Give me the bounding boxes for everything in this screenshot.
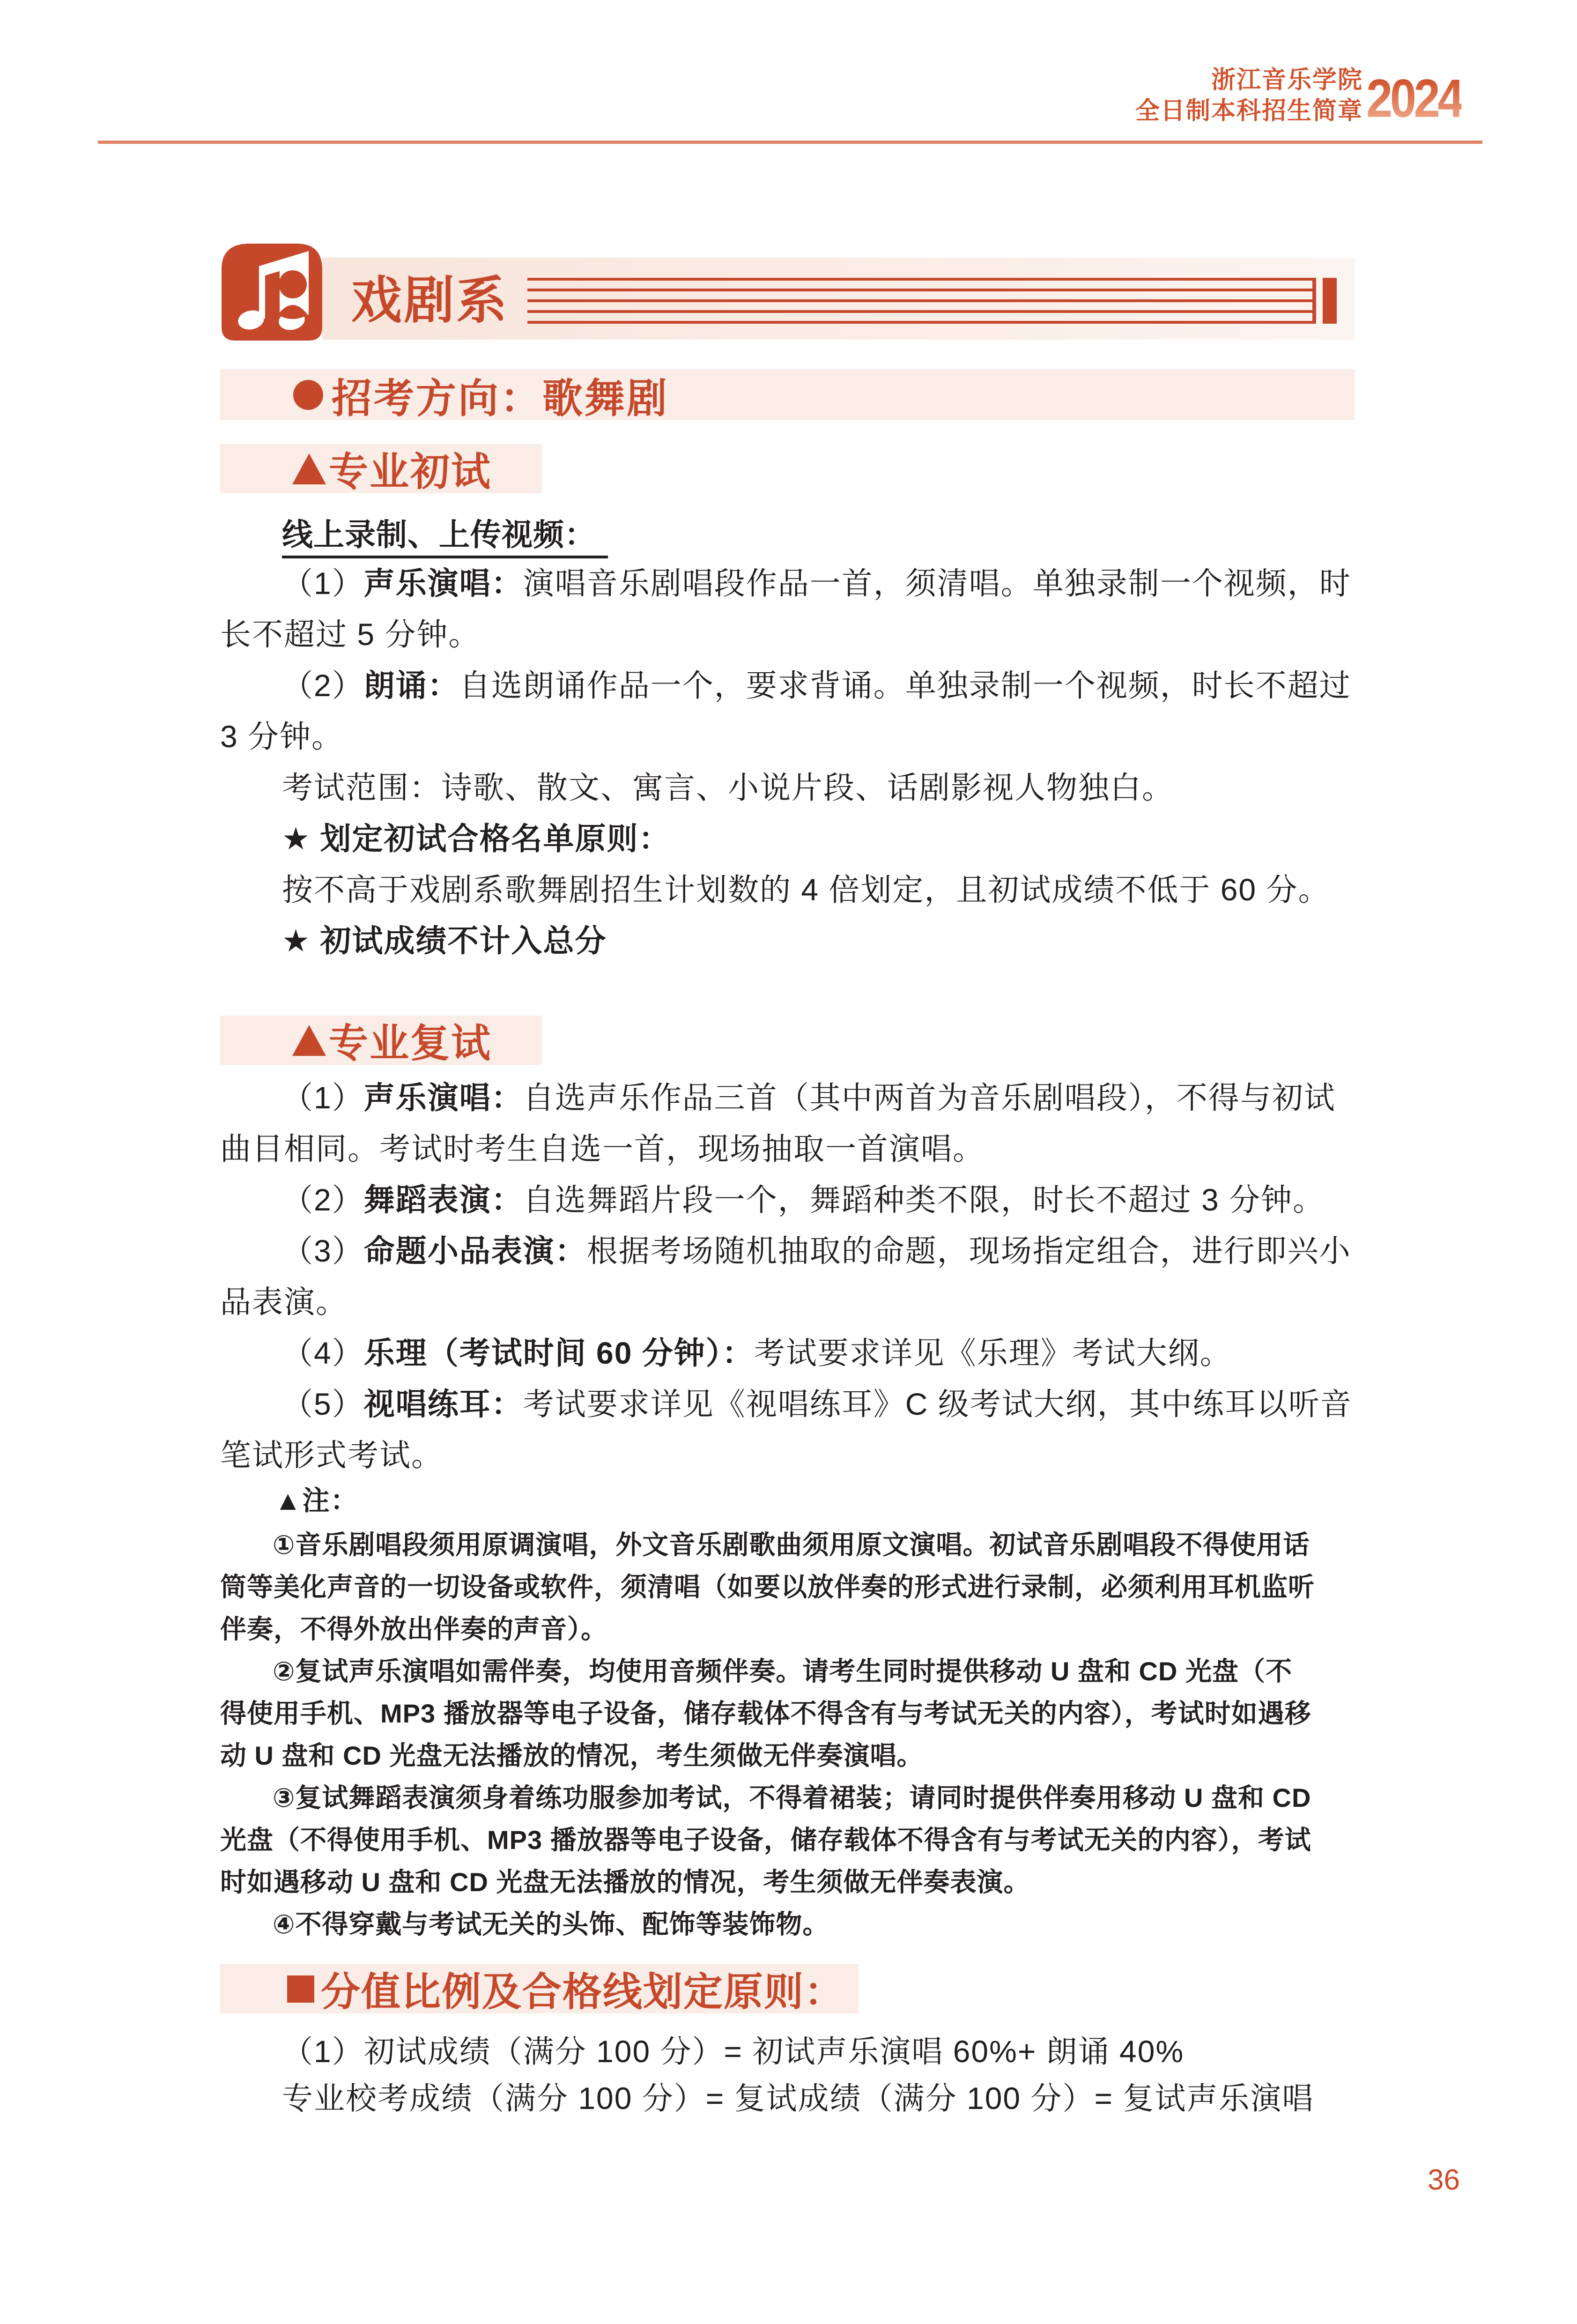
page-number: 36 — [1428, 2164, 1460, 2196]
score-heading-bar — [220, 1964, 859, 2013]
note-line: ②复试声乐演唱如需伴奏，均使用音频伴奏。请考生同时提供移动 U 盘和 CD 光盘（不 — [273, 1656, 1292, 1686]
note-line: 动 U 盘和 CD 光盘无法播放的情况，考生须做无伴奏演唱。 — [220, 1741, 924, 1770]
circle-bullet-icon — [293, 380, 323, 410]
music-staff-decoration — [527, 275, 1342, 324]
score-body — [220, 2028, 1391, 2122]
text-line: （2）朗诵：自选朗诵作品一个，要求背诵。单独录制一个视频，时长不超过 — [282, 668, 1351, 703]
brochure-title: 全日制本科招生简章 — [1135, 97, 1363, 125]
text-line: ★ 划定初试合格名单原则： — [282, 821, 671, 856]
section-label: 专业复试 — [329, 1021, 492, 1065]
notes-body — [220, 1524, 1391, 1945]
direction-heading-bar — [220, 369, 1355, 420]
score-line: 专业校考成绩（满分 100 分）= 复试成绩（满分 100 分）= 复试声乐演唱 — [282, 2081, 1314, 2116]
school-name: 浙江音乐学院 — [1211, 67, 1363, 94]
text-line: （3）命题小品表演：根据考场随机抽取的命题，现场指定组合，进行即兴小 — [282, 1233, 1351, 1268]
text-line: 笔试形式考试。 — [220, 1438, 443, 1472]
note-line: 得使用手机、MP3 播放器等电子设备，储存载体不得含有与考试无关的内容），考试时如遇移 — [220, 1699, 1311, 1728]
score-heading-label: 分值比例及合格线划定原则： — [321, 1970, 845, 2014]
text-line: （5）视唱练耳：考试要求详见《视唱练耳》C 级考试大纲，其中练耳以听音 — [282, 1387, 1352, 1421]
square-bullet-icon — [287, 1975, 314, 2003]
text-line: 考试范围：诗歌、散文、寓言、小说片段、话剧影视人物独白。 — [282, 770, 1174, 805]
note-line: ④不得穿戴与考试无关的头饰、配饰等装饰物。 — [273, 1909, 829, 1939]
music-note-person-icon — [222, 244, 322, 343]
note-line: 筒等美化声音的一切设备或软件，须清唱（如要以放伴奏的形式进行录制，必须利用耳机监听 — [220, 1572, 1315, 1602]
score-line: （1）初试成绩（满分 100 分）= 初试声乐演唱 60%+ 朗诵 40% — [282, 2034, 1185, 2069]
text-line: 3 分钟。 — [220, 719, 344, 754]
chushi-body — [220, 558, 1391, 966]
upload-instruction-heading: 线上录制、上传视频： — [220, 510, 608, 554]
text-line: （2）舞蹈表演：自选舞蹈片段一个，舞蹈种类不限，时长不超过 3 分钟。 — [282, 1182, 1325, 1217]
text-line: （1）声乐演唱：演唱音乐剧唱段作品一首，须清唱。单独录制一个视频，时 — [282, 566, 1351, 601]
notes-heading: ▲注： — [274, 1485, 359, 1516]
text-line: 品表演。 — [220, 1285, 348, 1319]
text-line: ★ 初试成绩不计入总分 — [282, 923, 607, 958]
section-label: 专业初试 — [329, 450, 492, 494]
text-line: 曲目相同。考试时考生自选一首，现场抽取一首演唱。 — [220, 1131, 985, 1166]
text-line: 按不高于戏剧系歌舞剧招生计划数的 4 倍划定，且初试成绩不低于 60 分。 — [282, 872, 1330, 907]
note-line: ①音乐剧唱段须用原调演唱，外文音乐剧歌曲须用原文演唱。初试音乐剧唱段不得使用话 — [273, 1530, 1310, 1559]
text-line: （1）声乐演唱：自选声乐作品三首（其中两首为音乐剧唱段），不得与初试 — [282, 1080, 1336, 1115]
note-line: ③复试舞蹈表演须身着练功服参加考试，不得着裙装；请同时提供伴奏用移动 U 盘和 CD — [273, 1783, 1311, 1812]
department-title: 戏剧系 — [351, 271, 509, 328]
year-badge: 2024 — [1366, 68, 1462, 129]
triangle-bullet-icon — [292, 453, 326, 484]
note-line: 时如遇移动 U 盘和 CD 光盘无法播放的情况，考生须做无伴奏表演。 — [220, 1867, 1030, 1897]
triangle-bullet-icon — [292, 1025, 326, 1056]
direction-label: 招考方向：歌舞剧 — [332, 376, 669, 421]
text-line: 长不超过 5 分钟。 — [220, 617, 481, 652]
header-divider — [98, 141, 1482, 144]
section-heading-chushi — [220, 444, 542, 493]
page-header — [1135, 65, 1363, 126]
note-line: 伴奏，不得外放出伴奏的声音）。 — [220, 1614, 607, 1644]
text-line: （4）乐理（考试时间 60 分钟）：考试要求详见《乐理》考试大纲。 — [282, 1336, 1232, 1370]
section-heading-fushi — [220, 1016, 542, 1065]
note-line: 光盘（不得使用手机、MP3 播放器等电子设备，储存载体不得含有与考试无关的内容），考试 — [220, 1825, 1311, 1855]
fushi-body — [220, 1072, 1391, 1481]
